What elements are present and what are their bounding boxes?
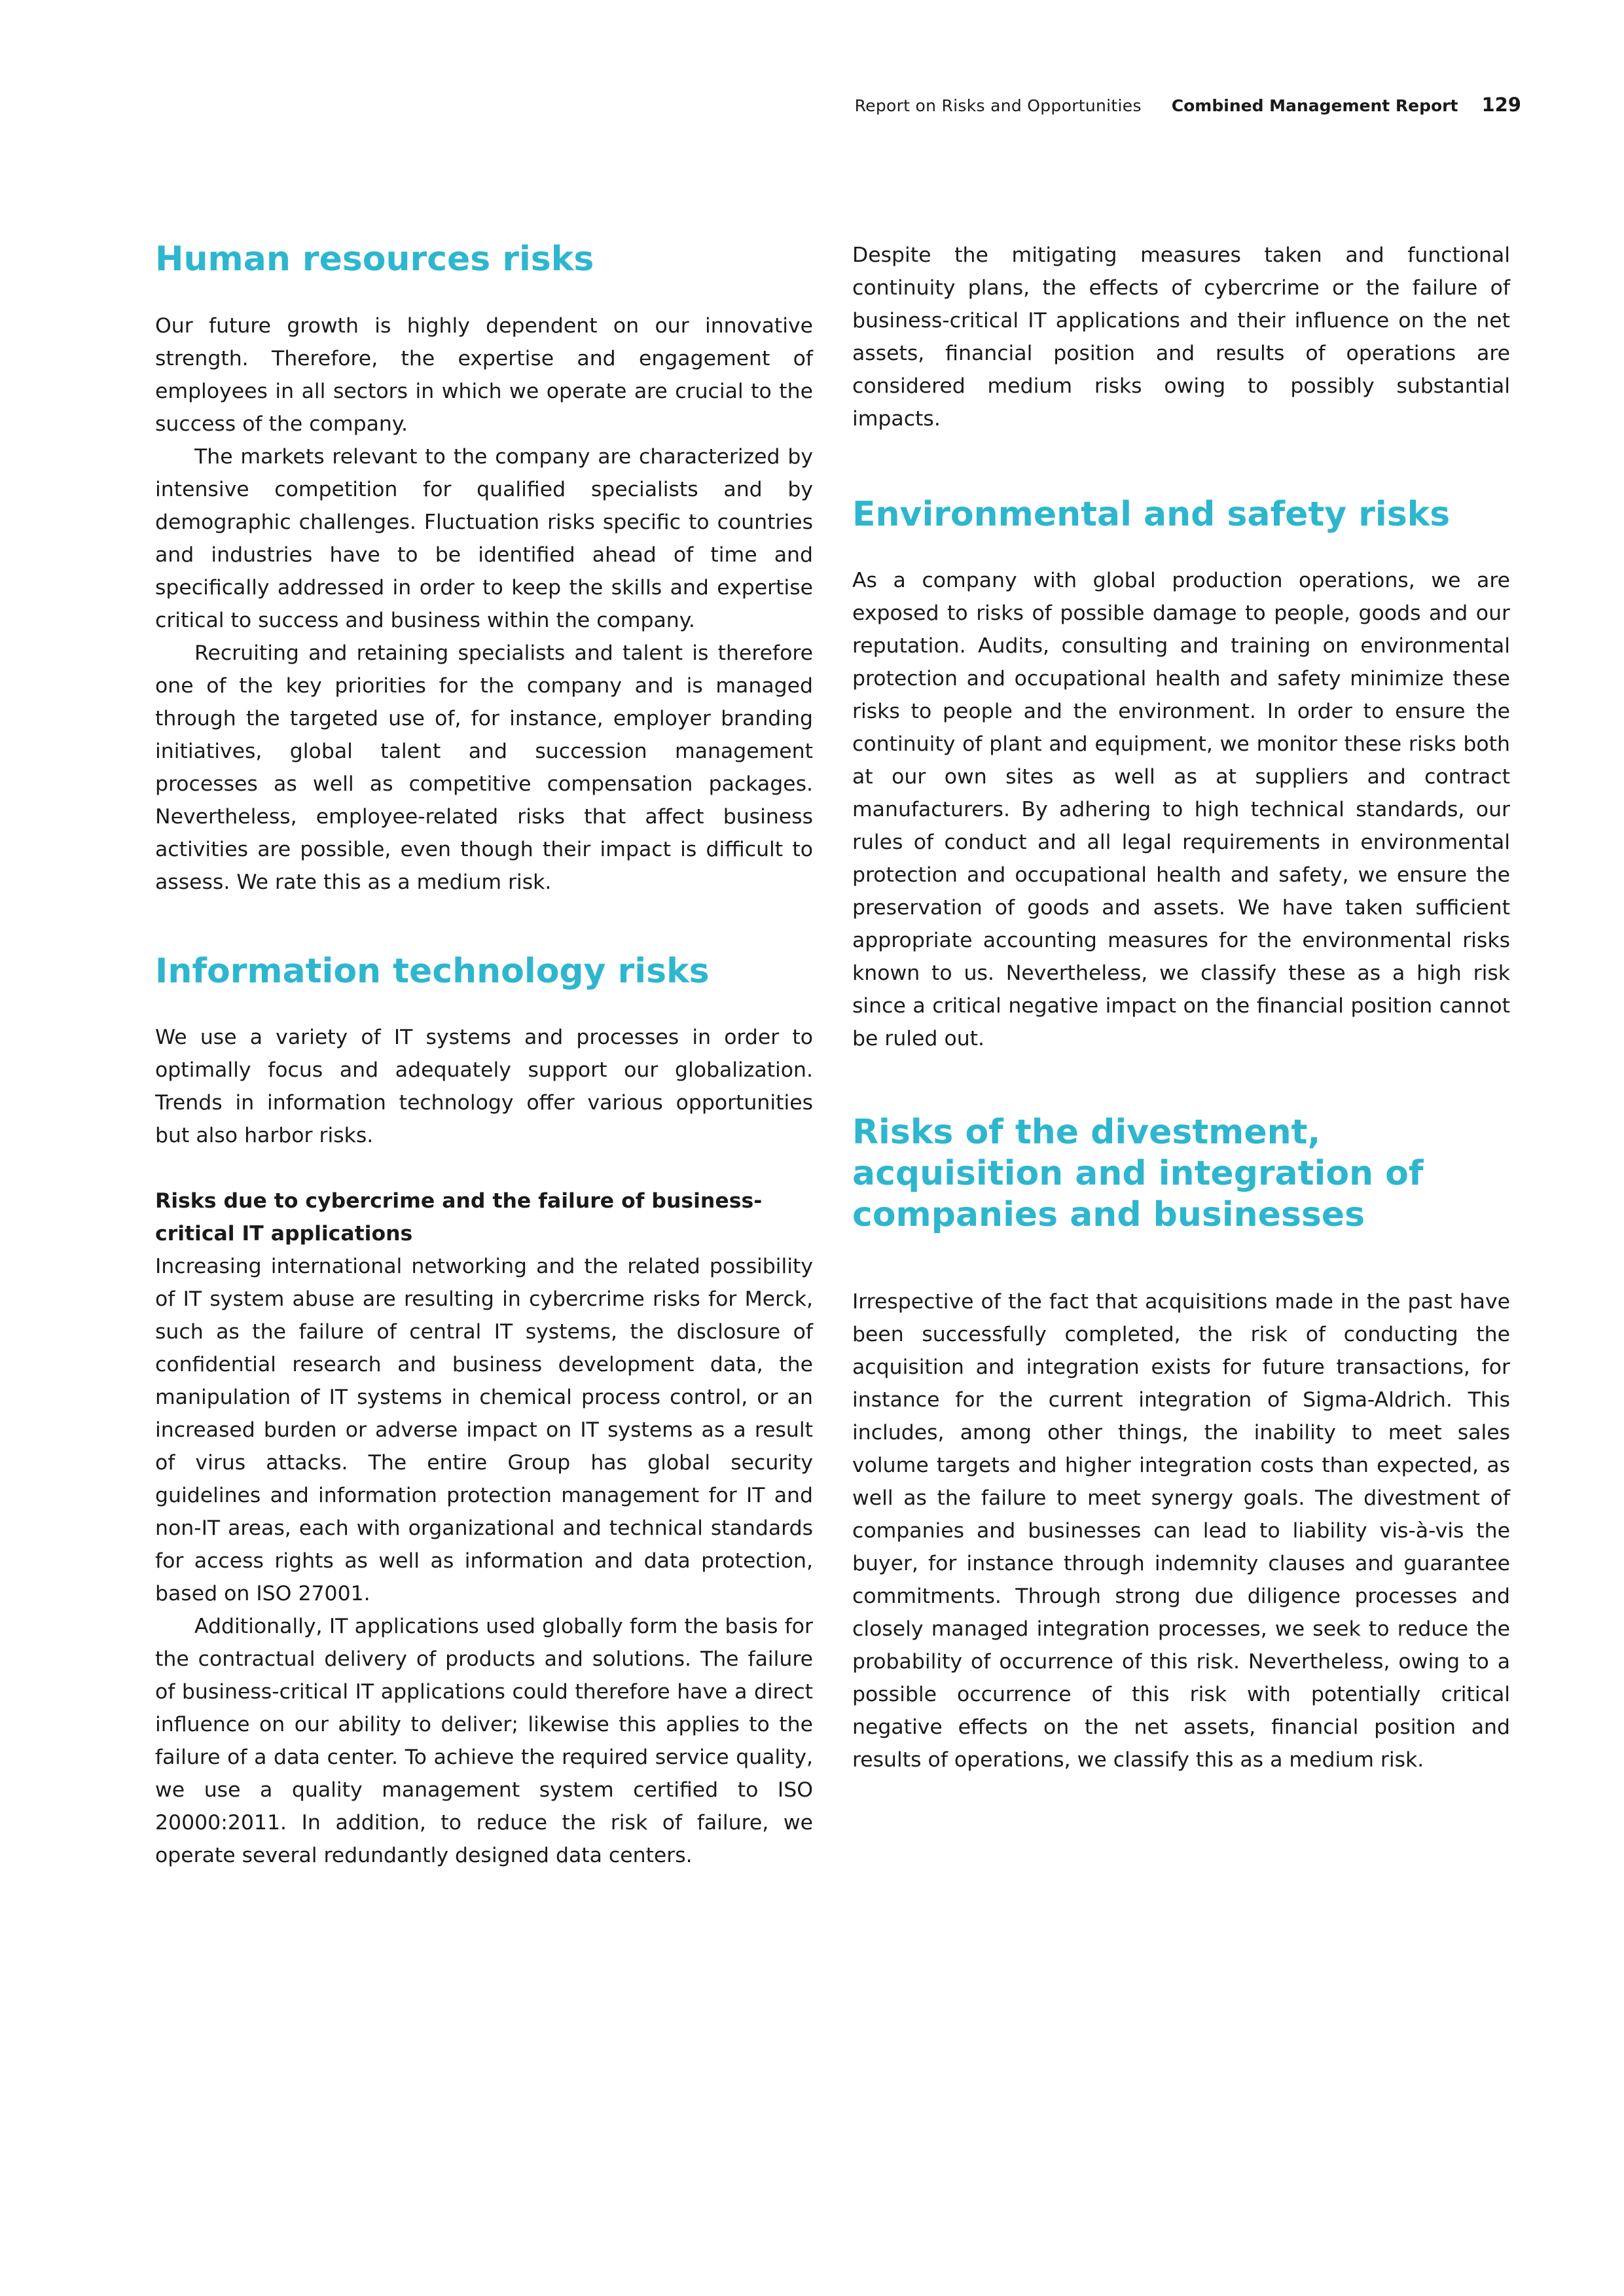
paragraph-hr-3: Recruiting and retaining specialists and talent is therefore one of the key priorities for the company and is managed through the targeted use of, for instance, employer branding initiatives, global talent and succession management processes as well as competitive compensation packages. Nevertheless, employee-related risks that affect business activities are possible, even though their impact is difficult to assess. We rate this as a medium risk.: [155, 641, 813, 894]
subheading-cybercrime: Risks due to cybercrime and the failure of business-critical IT applications: [155, 1189, 763, 1246]
running-header: [855, 94, 1521, 116]
paragraph-divestment-1: Irrespective of the fact that acquisitions made in the past have been successfully completed, the risk of conducting the acquisition and integration exists for future transactions, for instance for the current integration of Sigma-Aldrich. This includes, among other things, the inability to meet sales volume targets and higher integration costs than expected, as well as the failure to meet synergy goals. The divestment of companies and businesses can lead to liability vis-à-vis the buyer, for instance through indemnity clauses and guarantee commitments. Through strong due diligence processes and closely managed integration processes, we seek to reduce the probability of occurrence of this risk. Nevertheless, owing to a possible occurrence of this risk with potentially critical negative effects on the net assets, financial position and results of operations, we classify this as a medium risk.: [852, 1290, 1510, 1772]
paragraph-hr-2: The markets relevant to the company are characterized by intensive competition for qualified specialists and by demographic challenges. Fluctuation risks specific to countries and industries have to be identified ahead of time and specifically addressed in order to keep the skills and expertise critical to success and business within the company.: [155, 445, 813, 632]
paragraph-cyber-1: Increasing international networking and the related possibility of IT system abuse are resulting in cybercrime risks for Merck, such as the failure of central IT systems, the disclosure of confidential research and business development data, the manipulation of IT systems in chemical process control, or an increased burden or adverse impact on IT systems as a result of virus attacks. The entire Group has global security guidelines and information protection management for IT and non-IT areas, each with organizational and technical standards for access rights as well as information and data protection, based on ISO 27001.: [155, 1255, 813, 1605]
heading-information-technology-risks: Information technology risks: [155, 952, 710, 991]
left-column: [155, 239, 813, 1872]
paragraph-cyber-3: Despite the mitigating measures taken and functional continuity plans, the effects of cybercrime or the failure of business-critical IT applications and their influence on the net assets, financial position and results of operations are considered medium risks owing to possibly substantial impacts.: [852, 243, 1510, 431]
right-column: [852, 239, 1510, 1776]
paragraph-hr-1: Our future growth is highly dependent on our innovative strength. Therefore, the expertise and engagement of employees in all sectors in which we operate are crucial to the success of the company.: [155, 314, 813, 436]
page-number: 129: [1481, 94, 1521, 116]
heading-divestment-acquisition-risks: Risks of the divestment, acquisition and integration of companies and businesses: [852, 1113, 1424, 1234]
report-title: Combined Management Report: [1171, 96, 1458, 115]
section-title: Report on Risks and Opportunities: [854, 96, 1142, 115]
paragraph-it-1: We use a variety of IT systems and processes in order to optimally focus and adequately support our globalization. Trends in information technology offer various opportunities but also harbor risks.: [155, 1026, 813, 1147]
paragraph-cyber-2: Additionally, IT applications used globally form the basis for the contractual delivery of products and solutions. The failure of business-critical IT applications could therefore have a direct influence on our ability to deliver; likewise this applies to the failure of a data center. To achieve the required service quality, we use a quality management system certified to ISO 20000:2011. In addition, to reduce the risk of failure, we operate several redundantly designed data centers.: [155, 1615, 813, 1867]
heading-environmental-and-safety-risks: Environmental and safety risks: [852, 495, 1451, 534]
paragraph-env-1: As a company with global production operations, we are exposed to risks of possible damage to people, goods and our reputation. Audits, consulting and training on environmental protection and occupational health and safety minimize these risks to people and the environment. In order to ensure the continuity of plant and equipment, we monitor these risks both at our own sites as well as at suppliers and contract manufacturers. By adhering to high technical standards, our rules of conduct and all legal requirements in environmental protection and occupational health and safety, we ensure the preservation of goods and assets. We have taken sufficient appropriate accounting measures for the environmental risks known to us. Nevertheless, we classify these as a high risk since a critical negative impact on the financial position cannot be ruled out.: [852, 569, 1510, 1050]
heading-human-resources-risks: Human resources risks: [155, 240, 594, 279]
